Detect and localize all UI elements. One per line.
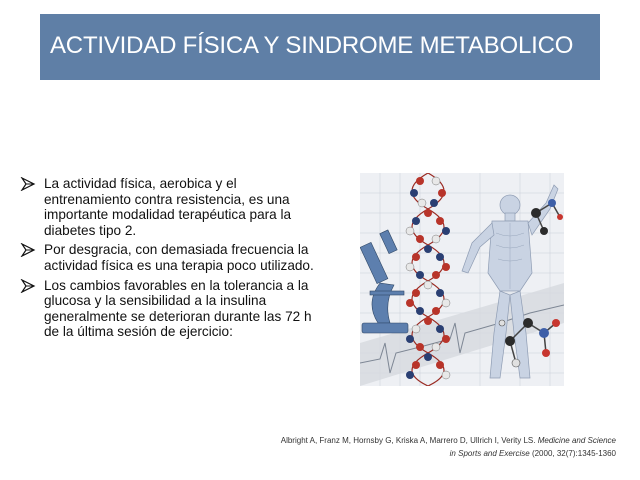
arrow-bullet-icon — [20, 243, 36, 257]
slide-title: ACTIVIDAD FÍSICA Y SINDROME METABOLICO — [50, 32, 574, 59]
bullet-list — [20, 176, 320, 344]
citation — [276, 434, 616, 460]
title-banner — [40, 14, 600, 80]
citation-journal: Medicine and Science in Sports and Exercise — [449, 436, 616, 458]
bullet-text: Los cambios favorables en la tolerancia a la glucosa y la sensibilidad a la insulina generalmente se deterioran durante las 72 h de la última sesión de ejercicio: — [44, 277, 312, 340]
bullet-text: Por desgracia, con demasiada frecuencia la actividad física es una terapia poco utilizado. — [44, 242, 314, 273]
bullet-text: La actividad física, aerobica y el entrenamiento contra resistencia, es una importante modalidad terapéutica para la diabetes tipo 2. — [44, 176, 292, 238]
bullet-item — [20, 176, 320, 238]
arrow-bullet-icon — [20, 279, 36, 293]
collage-image — [360, 173, 564, 386]
citation-authors: Albright A, Franz M, Hornsby G, Kriska A, Marrero D, Ullrich I, Verity LS. — [280, 436, 536, 445]
dna-science-illustration — [360, 173, 564, 386]
bullet-item — [20, 278, 320, 340]
bullet-item — [20, 242, 320, 273]
arrow-bullet-icon — [20, 177, 36, 191]
citation-details: (2000, 32(7):1345-1360 — [531, 449, 616, 458]
